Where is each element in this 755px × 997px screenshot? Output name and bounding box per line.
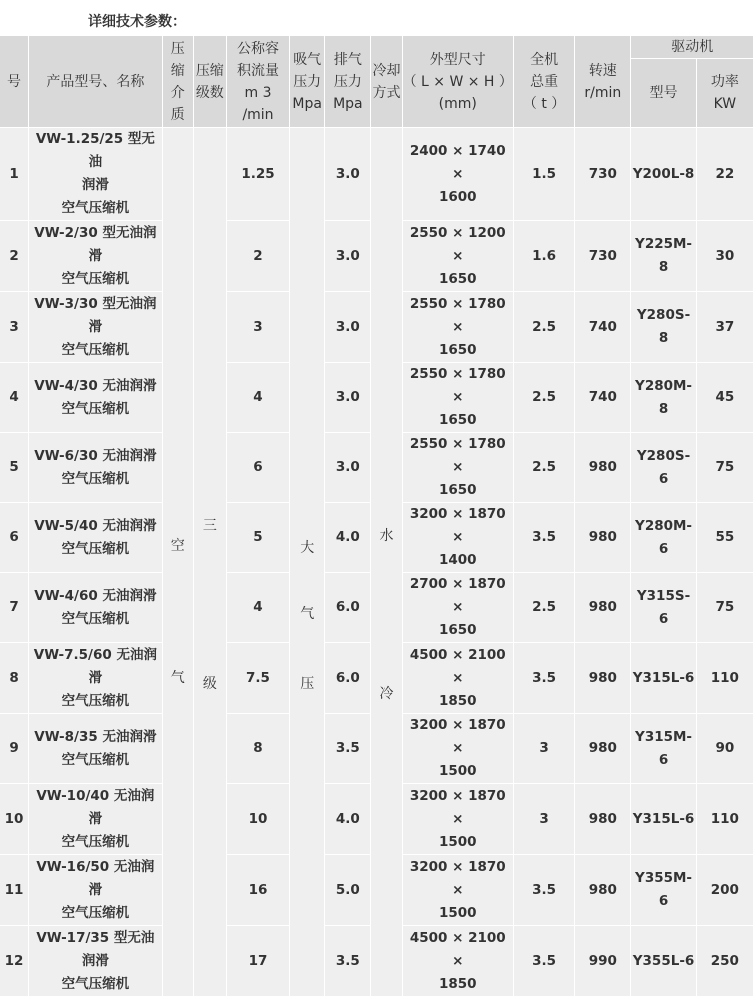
- dimension-line: 1850: [438, 975, 477, 992]
- header-line: 全机: [530, 51, 559, 68]
- row-model-name: [29, 784, 162, 854]
- table-header: [0, 36, 753, 127]
- model-name-line: 滑: [88, 669, 103, 686]
- row-motor-power: 30: [697, 221, 753, 291]
- row-motor-model: Y315S-6: [631, 573, 695, 642]
- merged-suction-char: 气: [300, 605, 315, 622]
- row-discharge: 3.0: [325, 292, 370, 362]
- model-name-line: 空气压缩机: [61, 400, 130, 417]
- dimension-line: 3200 × 1870 ×: [409, 506, 506, 545]
- dimension-line: 1400: [438, 552, 477, 568]
- row-motor-power: 110: [697, 643, 753, 713]
- header-line: 方式: [372, 84, 401, 101]
- row-no: 2: [0, 221, 28, 291]
- row-motor-power: 75: [697, 573, 753, 642]
- merged-stages-cell: [194, 128, 226, 996]
- dimension-line: 3200 × 1870 ×: [409, 858, 506, 898]
- dimension-line: 1650: [438, 341, 477, 358]
- header-line: 吸气: [293, 51, 322, 68]
- dimension-line: 1650: [438, 270, 477, 287]
- merged-medium-char: 气: [170, 669, 185, 686]
- row-motor-model: Y225M-8: [631, 221, 695, 291]
- row-dimensions: [403, 643, 513, 713]
- header-line: KW: [713, 96, 737, 112]
- dimension-line: 2700 × 1870 ×: [409, 576, 506, 615]
- model-name-line: VW-5/40 无油润滑: [34, 517, 157, 534]
- row-motor-model: Y355M-6: [631, 855, 695, 925]
- row-no: 10: [0, 784, 28, 854]
- row-motor-model: Y355L-6: [631, 926, 695, 996]
- row-discharge: 3.5: [325, 714, 370, 783]
- row-dimensions: [403, 503, 513, 572]
- row-discharge: 4.0: [325, 784, 370, 854]
- row-speed: 740: [575, 292, 630, 362]
- header-line: 压力: [293, 73, 322, 90]
- header-no: 号: [0, 36, 28, 127]
- row-no: 1: [0, 128, 28, 220]
- model-name-line: 滑: [88, 810, 103, 827]
- merged-cooling-char: 冷: [379, 685, 394, 702]
- row-discharge: 5.0: [325, 855, 370, 925]
- header-medium: [163, 36, 193, 127]
- header-line: （ L × W × H ）: [402, 73, 513, 90]
- header-speed: [575, 36, 630, 127]
- row-dimensions: [403, 292, 513, 362]
- tech-spec-table: [0, 35, 754, 997]
- row-dimensions: [403, 433, 513, 502]
- row-motor-power: 55: [697, 503, 753, 572]
- dimension-line: 4500 × 2100 ×: [409, 929, 506, 969]
- header-line: （ t ）: [522, 95, 566, 112]
- header-line: Mpa: [333, 95, 363, 112]
- header-line: 外型尺寸: [429, 51, 486, 68]
- row-motor-power: 37: [697, 292, 753, 362]
- row-flow: 3: [227, 292, 289, 362]
- header-line: Mpa: [292, 95, 322, 112]
- header-line: 排气: [333, 51, 362, 68]
- row-weight: 3.5: [514, 855, 574, 925]
- row-speed: 730: [575, 128, 630, 220]
- header-line: 缩: [170, 62, 185, 79]
- merged-medium-cell: [163, 128, 193, 996]
- header-line: /min: [242, 106, 274, 123]
- row-model-name: [29, 714, 162, 783]
- row-no: 4: [0, 363, 28, 432]
- model-name-line: 空气压缩机: [61, 975, 130, 992]
- row-flow: 4: [227, 363, 289, 432]
- row-model-name: [29, 128, 162, 220]
- model-name-line: 空气压缩机: [61, 200, 130, 216]
- dimension-line: 1650: [438, 482, 477, 498]
- row-model-name: [29, 643, 162, 713]
- model-name-line: VW-4/30 无油润滑: [34, 377, 157, 394]
- row-flow: 4: [227, 573, 289, 642]
- row-motor-model: Y280M-8: [631, 363, 695, 432]
- row-no: 3: [0, 292, 28, 362]
- row-weight: 3.5: [514, 503, 574, 572]
- model-name-line: 润滑: [81, 952, 109, 969]
- header-line: 总重: [530, 73, 559, 90]
- header-line: 质: [170, 106, 185, 123]
- row-motor-power: 22: [697, 128, 753, 220]
- row-model-name: [29, 503, 162, 572]
- row-motor-model: Y280S-6: [631, 433, 695, 502]
- row-discharge: 3.0: [325, 433, 370, 502]
- row-motor-model: Y280S-8: [631, 292, 695, 362]
- row-flow: 2: [227, 221, 289, 291]
- model-name-line: 滑: [88, 881, 103, 898]
- model-name-line: VW-4/60 无油润滑: [34, 587, 157, 604]
- row-dimensions: [403, 855, 513, 925]
- row-no: 9: [0, 714, 28, 783]
- header-motor-group: 驱动机: [631, 36, 753, 58]
- section-caption: 详细技术参数：: [88, 14, 186, 30]
- row-weight: 3: [514, 714, 574, 783]
- row-speed: 730: [575, 221, 630, 291]
- row-no: 7: [0, 573, 28, 642]
- row-speed: 980: [575, 855, 630, 925]
- row-speed: 980: [575, 784, 630, 854]
- dimension-line: 4500 × 2100 ×: [409, 646, 506, 686]
- row-flow: 5: [227, 503, 289, 572]
- row-dimensions: [403, 714, 513, 783]
- header-dimensions: [403, 36, 513, 127]
- header-stages: [194, 36, 226, 127]
- row-weight: 3.5: [514, 643, 574, 713]
- merged-stages-char: 三: [202, 517, 217, 534]
- row-speed: 980: [575, 714, 630, 783]
- row-motor-power: 250: [697, 926, 753, 996]
- row-no: 8: [0, 643, 28, 713]
- header-line: 公称容: [237, 40, 279, 57]
- row-dimensions: [403, 128, 513, 220]
- merged-stages-char: 级: [202, 675, 217, 692]
- row-flow: 1.25: [227, 128, 289, 220]
- row-model-name: [29, 221, 162, 291]
- header-flow: [227, 36, 289, 127]
- model-name-line: VW-17/35 型无油: [36, 929, 155, 946]
- row-discharge: 3.0: [325, 221, 370, 291]
- row-discharge: 3.0: [325, 363, 370, 432]
- header-suction: [290, 36, 324, 127]
- model-name-line: VW-7.5/60 无油润: [33, 646, 157, 663]
- row-motor-model: Y315M-6: [631, 714, 695, 783]
- dimension-line: 1600: [438, 188, 477, 205]
- row-flow: 6: [227, 433, 289, 502]
- row-discharge: 4.0: [325, 503, 370, 572]
- dimension-line: 1650: [438, 622, 477, 638]
- row-weight: 2.5: [514, 433, 574, 502]
- row-no: 5: [0, 433, 28, 502]
- row-model-name: [29, 433, 162, 502]
- model-name-line: 空气压缩机: [61, 751, 130, 768]
- row-discharge: 3.5: [325, 926, 370, 996]
- merged-suction-char: 压: [300, 675, 315, 692]
- row-motor-power: 45: [697, 363, 753, 432]
- dimension-line: 2550 × 1780 ×: [409, 295, 506, 335]
- row-weight: 3: [514, 784, 574, 854]
- row-model-name: [29, 363, 162, 432]
- row-motor-model: Y280M-6: [631, 503, 695, 572]
- merged-medium-char: 空: [170, 537, 185, 554]
- row-speed: 990: [575, 926, 630, 996]
- dimension-line: 1850: [438, 692, 477, 709]
- model-name-line: 润滑: [81, 177, 109, 193]
- dimension-line: 2400 × 1740 ×: [409, 142, 506, 182]
- dimension-line: 2550 × 1780 ×: [409, 436, 506, 475]
- header-weight: [514, 36, 574, 127]
- row-speed: 980: [575, 433, 630, 502]
- row-no: 12: [0, 926, 28, 996]
- dimension-line: 1650: [438, 412, 477, 428]
- row-speed: 740: [575, 363, 630, 432]
- model-name-line: 空气压缩机: [61, 833, 130, 850]
- model-name-line: VW-8/35 无油润滑: [34, 728, 157, 745]
- model-name-line: 滑: [88, 318, 103, 335]
- header-line: 介: [170, 84, 185, 101]
- row-model-name: [29, 573, 162, 642]
- row-flow: 8: [227, 714, 289, 783]
- dimension-line: 3200 × 1870 ×: [409, 717, 506, 756]
- model-name-line: 空气压缩机: [61, 540, 130, 557]
- dimension-line: 3200 × 1870 ×: [409, 787, 506, 827]
- header-line: 压缩: [195, 62, 224, 79]
- row-weight: 1.5: [514, 128, 574, 220]
- header-motor-power: [697, 59, 753, 127]
- row-motor-model: Y315L-6: [631, 643, 695, 713]
- dimension-line: 2550 × 1200 ×: [409, 224, 506, 264]
- row-flow: 17: [227, 926, 289, 996]
- model-name-line: VW-6/30 无油润滑: [34, 447, 157, 464]
- row-flow: 16: [227, 855, 289, 925]
- row-weight: 1.6: [514, 221, 574, 291]
- header-line: 压: [170, 40, 185, 57]
- dimension-line: 1500: [438, 904, 477, 921]
- row-motor-power: 75: [697, 433, 753, 502]
- row-dimensions: [403, 926, 513, 996]
- row-discharge: 3.0: [325, 128, 370, 220]
- row-weight: 2.5: [514, 363, 574, 432]
- merged-suction-char: 大: [300, 539, 315, 556]
- model-name-line: 空气压缩机: [61, 341, 130, 358]
- dimension-line: 2550 × 1780 ×: [409, 366, 506, 405]
- row-discharge: 6.0: [325, 643, 370, 713]
- model-name-line: VW-3/30 型无油润: [34, 295, 157, 312]
- row-model-name: [29, 926, 162, 996]
- header-line: (mm): [438, 95, 477, 112]
- row-weight: 2.5: [514, 573, 574, 642]
- model-name-line: 空气压缩机: [61, 610, 130, 627]
- row-motor-power: 110: [697, 784, 753, 854]
- row-speed: 980: [575, 643, 630, 713]
- row-motor-power: 200: [697, 855, 753, 925]
- row-motor-model: Y315L-6: [631, 784, 695, 854]
- row-dimensions: [403, 784, 513, 854]
- header-line: 压力: [333, 73, 362, 90]
- row-weight: 3.5: [514, 926, 574, 996]
- row-flow: 10: [227, 784, 289, 854]
- row-flow: 7.5: [227, 643, 289, 713]
- model-name-line: 空气压缩机: [61, 270, 130, 287]
- header-line: m 3: [244, 84, 272, 101]
- row-dimensions: [403, 573, 513, 642]
- table-row: [0, 128, 753, 220]
- table-body: [0, 128, 753, 996]
- model-name-line: 空气压缩机: [61, 904, 130, 921]
- model-name-line: VW-1.25/25 型无油: [35, 131, 155, 170]
- row-model-name: [29, 292, 162, 362]
- header-line: 级数: [195, 84, 224, 101]
- header-line: 冷却: [372, 62, 401, 79]
- header-cooling: [371, 36, 401, 127]
- merged-cooling-cell: [371, 128, 401, 996]
- merged-cooling-char: 水: [379, 527, 394, 544]
- header-motor-model: 型号: [631, 59, 695, 127]
- row-dimensions: [403, 363, 513, 432]
- model-name-line: 空气压缩机: [61, 470, 130, 487]
- row-motor-model: Y200L-8: [631, 128, 695, 220]
- model-name-line: 滑: [88, 247, 103, 264]
- row-motor-power: 90: [697, 714, 753, 783]
- model-name-line: VW-10/40 无油润: [36, 787, 155, 804]
- row-dimensions: [403, 221, 513, 291]
- row-speed: 980: [575, 573, 630, 642]
- row-weight: 2.5: [514, 292, 574, 362]
- header-discharge: [325, 36, 370, 127]
- row-no: 6: [0, 503, 28, 572]
- header-model-name: 产品型号、名称: [29, 36, 162, 127]
- dimension-line: 1500: [438, 763, 477, 779]
- row-no: 11: [0, 855, 28, 925]
- model-name-line: 空气压缩机: [61, 692, 130, 709]
- header-line: 转速: [588, 62, 617, 79]
- dimension-line: 1500: [438, 833, 477, 850]
- header-line: 功率: [710, 74, 739, 90]
- model-name-line: VW-16/50 无油润: [36, 858, 155, 875]
- model-name-line: VW-2/30 型无油润: [34, 224, 157, 241]
- row-speed: 980: [575, 503, 630, 572]
- header-line: 积流量: [237, 62, 279, 79]
- row-discharge: 6.0: [325, 573, 370, 642]
- merged-suction-cell: [290, 128, 324, 996]
- header-line: r/min: [584, 84, 622, 101]
- row-model-name: [29, 855, 162, 925]
